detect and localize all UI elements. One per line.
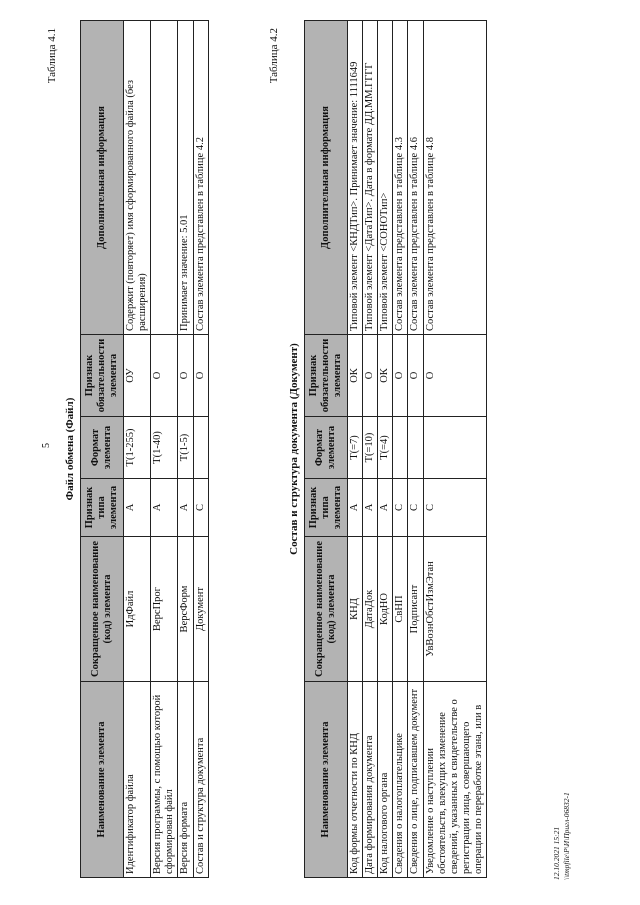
table1-header-cell: Признак обязательности элемента bbox=[81, 335, 124, 417]
table-cell bbox=[408, 417, 423, 479]
table1-header-cell: Формат элемента bbox=[81, 417, 124, 479]
table-cell: УвВознОбстИзмЭтан bbox=[423, 537, 486, 682]
table-row bbox=[348, 21, 363, 878]
table1-header-row bbox=[81, 21, 124, 878]
table-cell: T(=4) bbox=[378, 417, 393, 479]
table-cell: КНД bbox=[348, 537, 363, 682]
table2-caption: Состав и структура документа (Документ) bbox=[288, 343, 300, 555]
table-cell: Состав элемента представлен в таблице 4.3 bbox=[393, 21, 408, 335]
table-cell: Версия формата bbox=[178, 682, 193, 878]
table-cell: А bbox=[124, 479, 151, 537]
table-cell: А bbox=[348, 479, 363, 537]
table-cell: Состав элемента представлен в таблице 4.8 bbox=[423, 21, 486, 335]
table-cell: С bbox=[193, 479, 208, 537]
table1-header-cell: Сокращенное наименование (код) элемента bbox=[81, 537, 124, 682]
table2-header-row bbox=[305, 21, 348, 878]
table-cell: ВерсПрог bbox=[151, 537, 178, 682]
table-cell: T(1-5) bbox=[178, 417, 193, 479]
table-cell: О bbox=[408, 335, 423, 417]
table2-header-cell: Формат элемента bbox=[305, 417, 348, 479]
table-cell: С bbox=[393, 479, 408, 537]
table-cell: Типовой элемент <СОНОТип> bbox=[378, 21, 393, 335]
table-row bbox=[151, 21, 178, 878]
table1-header-cell: Дополнительная информация bbox=[81, 21, 124, 335]
table-cell: Уведомление о наступлении обстоятельств, влекущих изменение сведений, указанных в свидетельстве о регистрации лица, совершающего операции по переработке этана, или в bbox=[423, 682, 486, 878]
table1-label: Таблица 4.1 bbox=[46, 28, 58, 84]
footer-stamp bbox=[552, 792, 572, 880]
table-cell: Содержит (повторяет) имя сформированного файла (без расширения) bbox=[124, 21, 151, 335]
table-cell: ВерсФорм bbox=[178, 537, 193, 682]
table-cell: Состав элемента представлен в таблице 4.2 bbox=[193, 21, 208, 335]
table-row bbox=[193, 21, 208, 878]
table2 bbox=[304, 20, 487, 878]
table2-header-cell: Сокращенное наименование (код) элемента bbox=[305, 537, 348, 682]
table1-caption: Файл обмена (Файл) bbox=[64, 397, 76, 501]
table-cell: Состав элемента представлен в таблице 4.6 bbox=[408, 21, 423, 335]
table-cell: Состав и структура документа bbox=[193, 682, 208, 878]
rotated-page-content bbox=[30, 18, 610, 880]
table-cell: СвНП bbox=[393, 537, 408, 682]
table-cell: Дата формирования документа bbox=[363, 682, 378, 878]
table-cell bbox=[423, 417, 486, 479]
table-row bbox=[178, 21, 193, 878]
table-cell: Принимает значение: 5.01 bbox=[178, 21, 193, 335]
table-cell: T(=10) bbox=[363, 417, 378, 479]
table-cell: Код формы отчетности по КНД bbox=[348, 682, 363, 878]
table-cell: Документ bbox=[193, 537, 208, 682]
table-cell: Сведения о лице, подписавшем документ bbox=[408, 682, 423, 878]
table-cell: КодНО bbox=[378, 537, 393, 682]
table-cell: ОК bbox=[378, 335, 393, 417]
table-cell: А bbox=[178, 479, 193, 537]
table-cell: Подписант bbox=[408, 537, 423, 682]
table2-header-cell: Признак типа элемента bbox=[305, 479, 348, 537]
table-cell: T(1-40) bbox=[151, 417, 178, 479]
table-cell: А bbox=[378, 479, 393, 537]
table-row bbox=[363, 21, 378, 878]
table2-header-cell: Признак обязательности элемента bbox=[305, 335, 348, 417]
table-cell: О bbox=[363, 335, 378, 417]
table-cell bbox=[151, 21, 178, 335]
table-cell: Версия программы, с помощью которой сформирован файл bbox=[151, 682, 178, 878]
table-cell: ДатаДок bbox=[363, 537, 378, 682]
table-row bbox=[408, 21, 423, 878]
table-cell: О bbox=[178, 335, 193, 417]
table-cell bbox=[393, 417, 408, 479]
table-row bbox=[393, 21, 408, 878]
table-cell: T(1-255) bbox=[124, 417, 151, 479]
table-cell: С bbox=[423, 479, 486, 537]
table-cell: T(=7) bbox=[348, 417, 363, 479]
table-row bbox=[124, 21, 151, 878]
table-cell: ИдФайл bbox=[124, 537, 151, 682]
table-cell: ОК bbox=[348, 335, 363, 417]
table1-header-cell: Признак типа элемента bbox=[81, 479, 124, 537]
table-cell: Типовой элемент <ДатаТип>. Дата в формате ДД.ММ.ГГГГ bbox=[363, 21, 378, 335]
footer-timestamp: 12.10.2021 15:21 bbox=[552, 826, 561, 880]
table1-header-cell: Наименование элемента bbox=[81, 682, 124, 878]
table-cell: Идентификатор файла bbox=[124, 682, 151, 878]
table-cell: О bbox=[193, 335, 208, 417]
table-cell: А bbox=[151, 479, 178, 537]
table-cell: А bbox=[363, 479, 378, 537]
table-cell: Сведения о налогоплательщике bbox=[393, 682, 408, 878]
table-cell: О bbox=[393, 335, 408, 417]
footer-file-path: \\tmpfile\Р\И\Пригл-06832-1 bbox=[561, 792, 571, 880]
table-cell: С bbox=[408, 479, 423, 537]
table1 bbox=[80, 20, 209, 878]
table-row bbox=[378, 21, 393, 878]
table-cell: Типовой элемент <КНДТип>. Принимает значение: 1111649 bbox=[348, 21, 363, 335]
table-cell: О bbox=[151, 335, 178, 417]
table2-header-cell: Дополнительная информация bbox=[305, 21, 348, 335]
table2-header-cell: Наименование элемента bbox=[305, 682, 348, 878]
table-cell: О bbox=[423, 335, 486, 417]
page-number: 5 bbox=[41, 443, 52, 448]
table2-label: Таблица 4.2 bbox=[268, 28, 280, 84]
table-cell: Код налогового органа bbox=[378, 682, 393, 878]
table-row bbox=[423, 21, 486, 878]
table-cell bbox=[193, 417, 208, 479]
table-cell: ОУ bbox=[124, 335, 151, 417]
